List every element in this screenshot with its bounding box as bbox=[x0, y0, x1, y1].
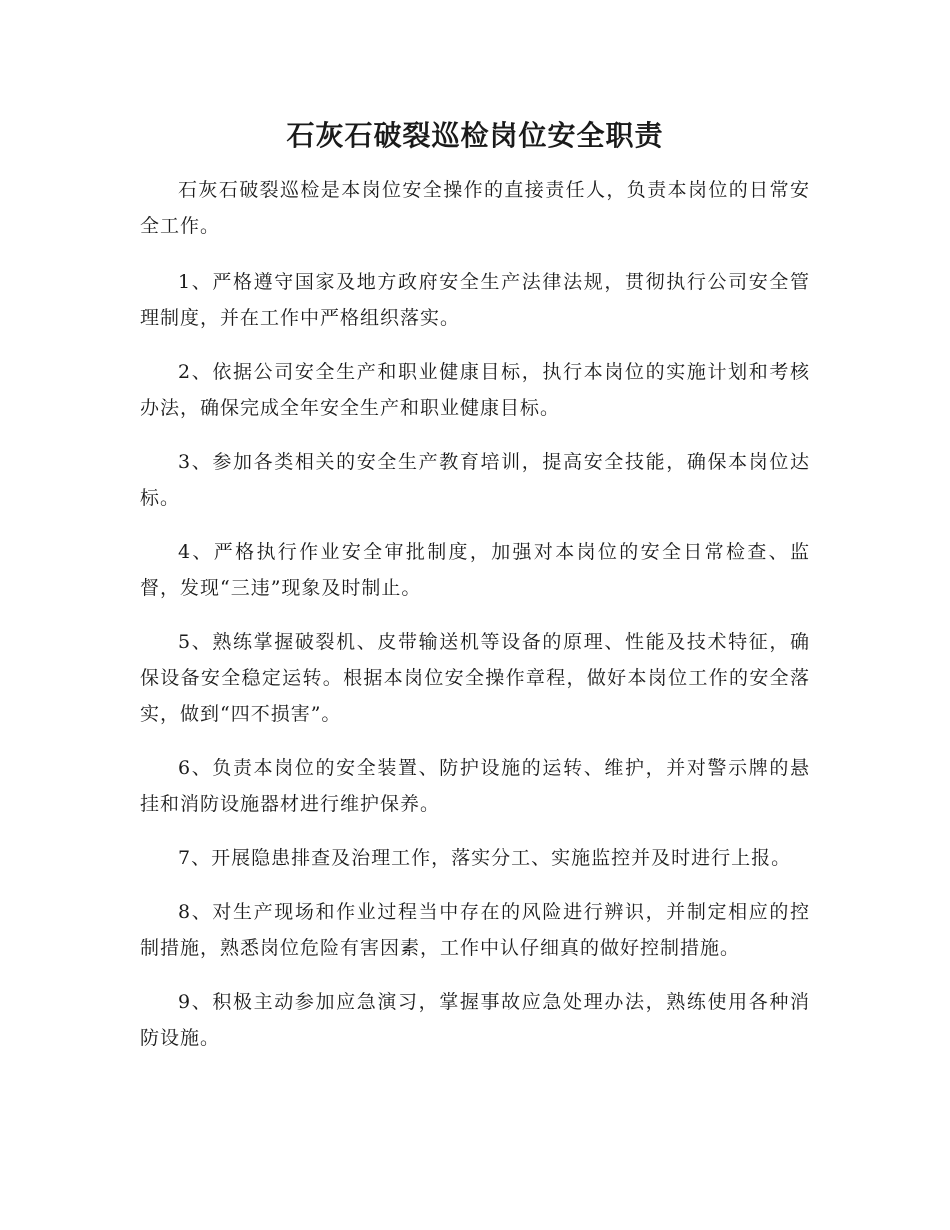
duty-item-5: 5、熟练掌握破裂机、皮带输送机等设备的原理、性能及技术特征，确保设备安全稳定运转。根据本岗位安全操作章程，做好本岗位工作的安全落实，做到“四不损害”。 bbox=[140, 631, 810, 725]
document-title: 石灰石破裂巡检岗位安全职责 bbox=[286, 119, 664, 152]
duty-item-3: 3、参加各类相关的安全生产教育培训，提高安全技能，确保本岗位达标。 bbox=[140, 451, 810, 509]
duty-item-8: 8、对生产现场和作业过程当中存在的风险进行辨识，并制定相应的控制措施，熟悉岗位危险有害因素，工作中认仔细真的做好控制措施。 bbox=[140, 901, 810, 959]
duty-item-2: 2、依据公司安全生产和职业健康目标，执行本岗位的实施计划和考核办法，确保完成全年安全生产和职业健康目标。 bbox=[140, 361, 810, 419]
duty-item-6: 6、负责本岗位的安全装置、防护设施的运转、维护，并对警示牌的悬挂和消防设施器材进行维护保养。 bbox=[140, 757, 810, 815]
intro-paragraph: 石灰石破裂巡检是本岗位安全操作的直接责任人，负责本岗位的日常安全工作。 bbox=[140, 179, 810, 237]
duty-item-7: 7、开展隐患排查及治理工作，落实分工、实施监控并及时进行上报。 bbox=[178, 847, 792, 869]
duty-item-9: 9、积极主动参加应急演习，掌握事故应急处理办法，熟练使用各种消防设施。 bbox=[140, 991, 810, 1049]
duty-item-4: 4、严格执行作业安全审批制度，加强对本岗位的安全日常检查、监督，发现“三违”现象及时制止。 bbox=[140, 541, 810, 599]
duty-item-1: 1、严格遵守国家及地方政府安全生产法律法规，贯彻执行公司安全管理制度，并在工作中严格组织落实。 bbox=[140, 271, 810, 329]
